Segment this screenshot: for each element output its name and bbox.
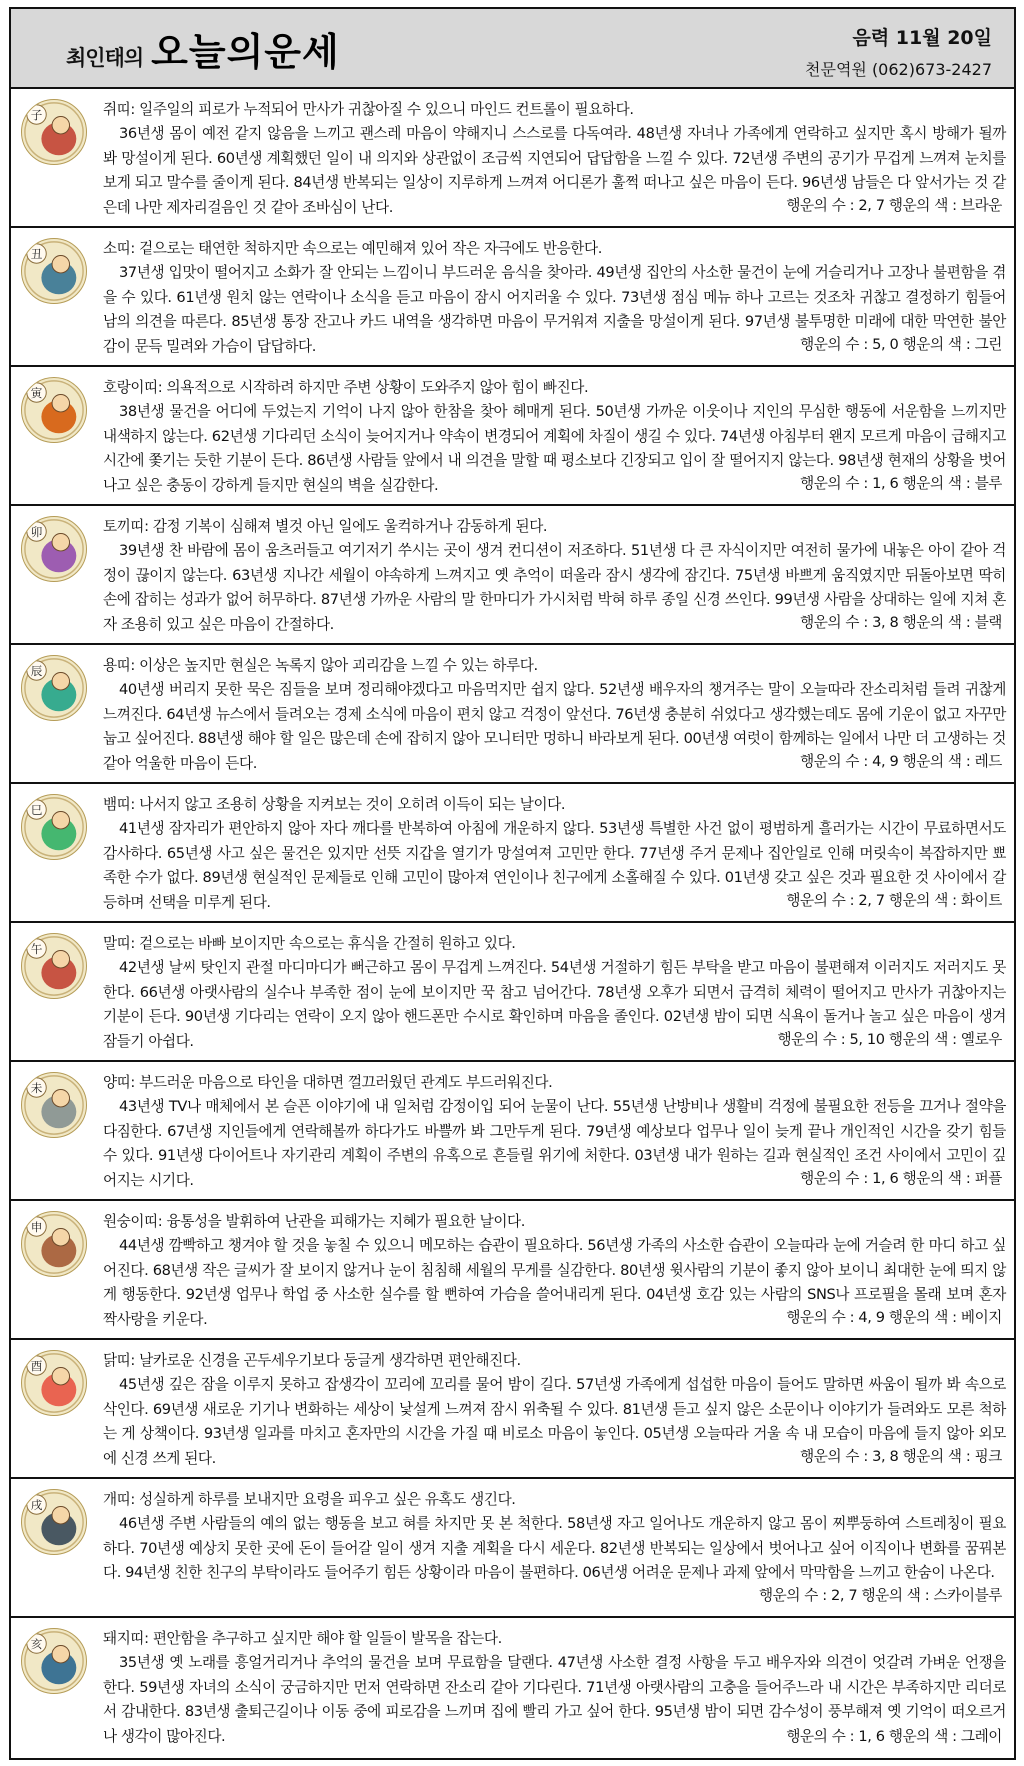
fortune-entry-ox — [11, 228, 1014, 367]
fortune-body: 46년생 주변 사람들의 예의 없는 행동을 보고 혀를 차지만 못 본 척한다. 58년생 자고 일어나도 개운하지 않고 몸이 찌뿌둥하여 스트레칭이 필요하다. 70년생 예상치 못한 곳에 돈이 들어갈 일이 생겨 지출 계획을 다시 세운다. 82년생 반복되는 일상에서 벗어나고 싶어 이직이나 변화를 꿈꿔본다. 94년생 친한 친구의 부탁이라도 들어주기 힘든 상황이라 마음이 불편하다. 06년생 어려운 문제나 과제 앞에서 막막함을 느끼고 한숨이 나온다. — [103, 1515, 1006, 1582]
fortune-headline: 뱀띠: 나서지 않고 조용히 상황을 지켜보는 것이 오히려 이득이 되는 날이다. — [103, 796, 566, 813]
fortune-headline: 돼지띠: 편안함을 추구하고 싶지만 해야 할 일들이 발목을 잡는다. — [103, 1630, 502, 1647]
fortune-body: 37년생 입맛이 떨어지고 소화가 잘 안되는 느낌이니 부드러운 음식을 찾아라. 49년생 집안의 사소한 물건이 눈에 거슬리거나 고장나 불편함을 겪을 수 있다. 61년생 원치 않는 연락이나 소식을 듣고 마음이 잠시 어지러울 수 있다. 73년생 점심 메뉴 하나 고르는 것조차 귀찮고 결정하기 힘들어 남의 의견을 따른다. 85년생 통장 잔고나 카드 내역을 생각하면 마음이 무거워져 지출을 망설이게 된다. 97년생 불투명한 미래에 대한 막연한 불안감이 문득 밀려와 가슴이 답답하다. — [103, 264, 1006, 355]
lucky-info: 행운의 수 : 3, 8 행운의 색 : 핑크 — [786, 1446, 1002, 1468]
svg-text:丑: 丑 — [30, 246, 43, 261]
svg-text:午: 午 — [30, 941, 43, 956]
brand-logo — [66, 21, 340, 76]
pig-icon — [21, 1628, 87, 1694]
fortune-headline: 닭띠: 날카로운 신경을 곤두세우기보다 둥글게 생각하면 편안해진다. — [103, 1352, 521, 1369]
horse-icon — [21, 933, 87, 999]
fortune-page — [9, 7, 1016, 1760]
snake-icon — [21, 794, 87, 860]
rabbit-icon — [21, 516, 87, 582]
svg-text:辰: 辰 — [30, 663, 43, 678]
fortune-entry-rat — [11, 89, 1014, 228]
fortune-headline: 호랑이띠: 의욕적으로 시작하려 하지만 주변 상황이 도와주지 않아 힘이 빠진다. — [103, 379, 589, 396]
sheep-icon — [21, 1072, 87, 1138]
page-title: 오늘의운세 — [151, 30, 340, 74]
rooster-icon — [21, 1350, 87, 1416]
fortune-entry-sheep — [11, 1062, 1014, 1201]
svg-text:戌: 戌 — [30, 1497, 43, 1512]
fortune-headline: 용띠: 이상은 높지만 현실은 녹록지 않아 괴리감을 느낄 수 있는 하루다. — [103, 657, 538, 674]
fortune-body: 41년생 잠자리가 편안하지 않아 자다 깨다를 반복하여 아침에 개운하지 않다. 53년생 특별한 사건 없이 평범하게 흘러가는 시간이 무료하면서도 감사하다. 65년생 사고 싶은 물건은 있지만 선뜻 지갑을 열기가 망설여져 고민만 한다. 77년생 주거 문제나 집안일로 인해 머릿속이 복잡하지만 뾰족한 수가 없다. 89년생 현실적인 문제들로 인해 고민이 많아져 연인이나 친구에게 소홀해질 수 있다. 01년생 갖고 싶은 것과 필요한 것 사이에서 갈등하며 선택을 미루게 된다. — [103, 820, 1006, 911]
fortune-text — [103, 1488, 1006, 1586]
rat-icon — [21, 99, 87, 165]
fortune-list — [11, 89, 1014, 1757]
contact-info: 천문역원 (062)673-2427 — [805, 60, 992, 79]
fortune-headline: 원숭이띠: 융통성을 발휘하여 난관을 피해가는 지혜가 필요한 날이다. — [103, 1213, 525, 1230]
fortune-entry-snake — [11, 784, 1014, 923]
lucky-info: 행운의 수 : 4, 9 행운의 색 : 베이지 — [772, 1307, 1002, 1329]
fortune-body: 44년생 깜빡하고 챙겨야 할 것을 놓칠 수 있으니 메모하는 습관이 필요하다. 56년생 가족의 사소한 습관이 오늘따라 눈에 거슬려 한 마디 하고 싶어진다. 68년생 작은 글씨가 잘 보이지 않거나 눈이 침침해 세월의 무게를 실감한다. 80년생 윗사람의 기분이 좋지 않아 보이니 최대한 눈에 띄지 않게 행동한다. 92년생 업무나 학업 중 사소한 실수를 할 뻔하여 가슴을 쓸어내리게 된다. 04년생 호감 있는 사람의 SNS나 프로필을 몰래 보며 혼자 짝사랑을 키운다. — [103, 1237, 1006, 1328]
lucky-info: 행운의 수 : 4, 9 행운의 색 : 레드 — [786, 751, 1002, 773]
lucky-info: 행운의 수 : 2, 7 행운의 색 : 브라운 — [772, 195, 1002, 217]
fortune-headline: 양띠: 부드러운 마음으로 타인을 대하면 껄끄러웠던 관계도 부드러워진다. — [103, 1074, 553, 1091]
brand-author: 최인태의 — [66, 46, 144, 70]
fortune-entry-pig — [11, 1618, 1014, 1757]
fortune-body: 40년생 버리지 못한 묵은 짐들을 보며 정리해야겠다고 마음먹지만 쉽지 않다. 52년생 배우자의 챙겨주는 말이 오늘따라 잔소리처럼 들려 귀찮게 느껴진다. 64년생 뉴스에서 들려오는 경제 소식에 마음이 편치 않고 걱정이 앞선다. 76년생 충분히 쉬었다고 생각했는데도 몸에 기운이 없고 자꾸만 눕고 싶어진다. 88년생 해야 할 일은 많은데 손에 잡히지 않아 모니터만 멍하니 바라보게 된다. 00년생 여럿이 함께하는 일에서 나만 더 고생하는 것 같아 억울한 마음이 든다. — [103, 681, 1006, 772]
fortune-body: 42년생 날씨 탓인지 관절 마디마디가 뻐근하고 몸이 무겁게 느껴진다. 54년생 거절하기 힘든 부탁을 받고 마음이 불편해져 이러지도 저러지도 못한다. 66년생 아랫사람의 실수나 부족한 점이 눈에 보이지만 꾹 참고 넘어간다. 78년생 오후가 되면서 급격히 체력이 떨어지고 만사가 귀찮아지는 기분이 든다. 90년생 기다리는 연락이 오지 않아 핸드폰만 수시로 확인하며 마음을 졸인다. 02년생 밤이 되면 식욕이 돌거나 놀고 싶은 마음이 생겨 잠들기 아쉽다. — [103, 959, 1006, 1050]
tiger-icon — [21, 377, 87, 443]
fortune-entry-tiger — [11, 367, 1014, 506]
fortune-entry-rabbit — [11, 506, 1014, 645]
svg-text:寅: 寅 — [30, 385, 43, 400]
lucky-info: 행운의 수 : 1, 6 행운의 색 : 그레이 — [772, 1726, 1002, 1748]
fortune-headline: 쥐띠: 일주일의 피로가 누적되어 만사가 귀찮아질 수 있으니 마인드 컨트롤이 필요하다. — [103, 101, 634, 118]
fortune-headline: 토끼띠: 감정 기복이 심해져 별것 아닌 일에도 울컥하거나 감동하게 된다. — [103, 518, 548, 535]
fortune-body: 45년생 깊은 잠을 이루지 못하고 잡생각이 꼬리에 꼬리를 물어 밤이 길다. 57년생 가족에게 섭섭한 마음이 들어도 말하면 싸움이 될까 봐 속으로 삭인다. 69년생 새로운 기기나 변화하는 세상이 낯설게 느껴져 잠시 위축될 수 있다. 81년생 듣고 싶지 않은 소문이나 이야기가 들려와도 모른 척하는 게 상책이다. 93년생 일과를 마치고 혼자만의 시간을 가질 때 비로소 마음이 놓인다. 05년생 오늘따라 거울 속 내 모습이 마음에 들지 않아 외모에 신경 쓰게 된다. — [103, 1376, 1006, 1467]
lucky-info: 행운의 수 : 5, 10 행운의 색 : 옐로우 — [763, 1029, 1002, 1051]
fortune-entry-rooster — [11, 1340, 1014, 1479]
svg-text:巳: 巳 — [30, 802, 43, 817]
lucky-info: 행운의 수 : 1, 6 행운의 색 : 퍼플 — [786, 1168, 1002, 1190]
fortune-body: 36년생 몸이 예전 같지 않음을 느끼고 괜스레 마음이 약해지니 스스로를 다독여라. 48년생 자녀나 가족에게 연락하고 싶지만 혹시 방해가 될까 봐 망설이게 된다. 60년생 계획했던 일이 내 의지와 상관없이 조금씩 지연되어 답답함을 느낄 수 있다. 72년생 주변의 공기가 무겁게 느껴져 눈치를 보게 되고 말수를 줄이게 된다. 84년생 반복되는 일상이 지루하게 느껴져 어디론가 훌쩍 떠나고 싶은 마음이 든다. 96년생 남들은 다 앞서가는 것 같은데 나만 제자리걸음인 것 같아 조바심이 난다. — [103, 125, 1006, 216]
fortune-body: 43년생 TV나 매체에서 본 슬픈 이야기에 내 일처럼 감정이입 되어 눈물이 난다. 55년생 난방비나 생활비 걱정에 불필요한 전등을 끄거나 절약을 다짐한다. 67년생 지인들에게 연락해볼까 하다가도 바쁠까 봐 그만두게 된다. 79년생 예상보다 업무나 일이 늦게 끝나 개인적인 시간을 갖기 힘들 수 있다. 91년생 다이어트나 자기관리 계획이 주변의 유혹으로 흔들릴 위기에 처한다. 03년생 내가 원하는 길과 현실적인 조건 사이에서 고민이 깊어지는 시기다. — [103, 1098, 1006, 1189]
fortune-entry-dog — [11, 1479, 1014, 1618]
svg-text:未: 未 — [30, 1080, 43, 1095]
dog-icon — [21, 1489, 87, 1555]
fortune-headline: 소띠: 겉으로는 태연한 척하지만 속으로는 예민해져 있어 작은 자극에도 반응한다. — [103, 240, 602, 257]
fortune-body: 38년생 물건을 어디에 두었는지 기억이 나지 않아 한참을 찾아 헤매게 된다. 50년생 가까운 이웃이나 지인의 무심한 행동에 서운함을 느끼지만 내색하지 않는다. 62년생 기다리던 소식이 늦어지거나 약속이 변경되어 계획에 차질이 생길 수 있다. 74년생 아침부터 왠지 모르게 마음이 급해지고 시간에 쫓기는 듯한 기분이 든다. 86년생 사람들 앞에서 내 의견을 말할 때 평소보다 긴장되고 입이 잘 떨어지지 않는다. 98년생 현재의 상황을 벗어나고 싶은 충동이 강하게 들지만 현실의 벽을 실감한다. — [103, 403, 1006, 494]
lucky-info: 행운의 수 : 2, 7 행운의 색 : 스카이블루 — [745, 1585, 1002, 1607]
fortune-headline: 말띠: 겉으로는 바빠 보이지만 속으로는 휴식을 간절히 원하고 있다. — [103, 935, 516, 952]
lunar-date: 음력 11월 20일 — [852, 27, 992, 49]
fortune-body: 39년생 찬 바람에 몸이 움츠러들고 여기저기 쑤시는 곳이 생겨 컨디션이 저조하다. 51년생 다 큰 자식이지만 여전히 물가에 내놓은 아이 같아 걱정이 끊이지 않는다. 63년생 지나간 세월이 야속하게 느껴지고 옛 추억이 떠올라 잠시 생각에 잠긴다. 75년생 바쁘게 움직였지만 뒤돌아보면 딱히 손에 잡히는 성과가 없어 허무하다. 87년생 가까운 사람의 말 한마디가 가시처럼 박혀 하루 종일 신경 쓰인다. 99년생 사람을 상대하는 일에 지쳐 혼자 조용히 있고 싶은 마음이 간절하다. — [103, 542, 1006, 633]
dragon-icon — [21, 655, 87, 721]
svg-text:子: 子 — [30, 107, 43, 122]
fortune-headline: 개띠: 성실하게 하루를 보내지만 요령을 피우고 싶은 유혹도 생긴다. — [103, 1491, 516, 1508]
ox-icon — [21, 238, 87, 304]
monkey-icon — [21, 1211, 87, 1277]
svg-text:卯: 卯 — [30, 524, 43, 539]
fortune-body: 35년생 옛 노래를 흥얼거리거나 추억의 물건을 보며 무료함을 달랜다. 47년생 사소한 결정 사항을 두고 배우자와 의견이 엇갈려 가벼운 언쟁을 한다. 59년생 자녀의 소식이 궁금하지만 먼저 연락하면 잔소리 같아 기다린다. 71년생 아랫사람의 고충을 들어주느라 내 시간은 부족하지만 리더로서 감내한다. 83년생 출퇴근길이나 이동 중에 피로감을 느끼며 집에 빨리 가고 싶어 한다. 95년생 밤이 되면 감수성이 풍부해져 옛 기억이 떠오르거나 생각이 많아진다. — [103, 1654, 1006, 1745]
lucky-info: 행운의 수 : 2, 7 행운의 색 : 화이트 — [772, 890, 1002, 912]
lucky-info: 행운의 수 : 1, 6 행운의 색 : 블루 — [786, 473, 1002, 495]
lucky-info: 행운의 수 : 5, 0 행운의 색 : 그린 — [786, 334, 1002, 356]
fortune-entry-dragon — [11, 645, 1014, 784]
svg-text:酉: 酉 — [30, 1358, 43, 1373]
lucky-info: 행운의 수 : 3, 8 행운의 색 : 블랙 — [786, 612, 1002, 634]
svg-text:亥: 亥 — [30, 1636, 43, 1651]
page-header — [11, 9, 1014, 89]
svg-text:申: 申 — [30, 1219, 43, 1234]
fortune-entry-horse — [11, 923, 1014, 1062]
fortune-entry-monkey — [11, 1201, 1014, 1340]
